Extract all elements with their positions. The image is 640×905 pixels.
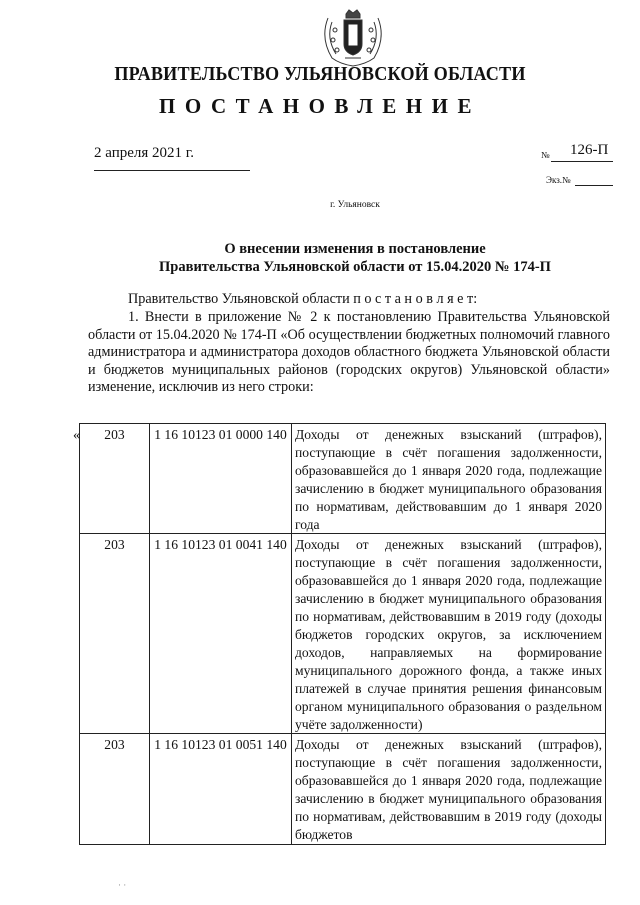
opening-quote: « — [73, 428, 80, 443]
date-underline — [94, 170, 250, 171]
kbk-code-cell: 1 16 10123 01 0041 140 — [150, 534, 292, 734]
kbk-code-cell: 1 16 10123 01 0000 140 — [150, 424, 292, 534]
kbk-code-cell: 1 16 10123 01 0051 140 — [150, 734, 292, 844]
number-underline — [551, 161, 613, 162]
preamble: Правительство Ульяновской области п о с т а н о в л я е т: — [128, 291, 478, 307]
document-number: 126-П — [570, 142, 609, 158]
table-row — [80, 734, 606, 844]
admin-code-cell: 203 — [80, 534, 150, 734]
excluded-rows-table — [79, 423, 606, 845]
city: г. Ульяновск — [330, 200, 380, 210]
copy-number-label: Экз.№ — [546, 175, 571, 185]
description-cell: Доходы от денежных взысканий (штрафов), поступающие в счёт погашения задолженности, образовавшейся до 1 января 2020 года, подлежащие зачислению в бюджет муниципального образования по нормативам, действовавшим до 1 января 2020 года — [292, 424, 606, 534]
document-type: ПОСТАНОВЛЕНИЕ — [159, 94, 481, 118]
government-name: ПРАВИТЕЛЬСТВО УЛЬЯНОВСКОЙ ОБЛАСТИ — [114, 64, 526, 85]
number-label: № — [541, 150, 550, 160]
table-row — [80, 424, 606, 534]
copy-number-underline — [575, 185, 613, 186]
description-cell: Доходы от денежных взысканий (штрафов), поступающие в счёт погашения задолженности, образовавшейся до 1 января 2020 года, подлежащие зачислению в бюджет муниципального образования по нормативам, действовавшим в 2019 году (доходы бюджетов городских округов, за исключением доходов, направляемых на формирование муниципального дорожного фонда, а также иных платежей в случае принятия решения финансовым органом муниципального образования о раздельном учёте задолженности) — [292, 534, 606, 734]
table-row — [80, 534, 606, 734]
item-1-text: 1. Внести в приложение № 2 к постановлению Правительства Ульяновской области от 15.04.2020 № 174-П «Об осуществлении бюджетных полномочий главного администратора и администратора доходов областного бюджета Ульяновской области и бюджетов муниципальных районов (городских округов) Ульяновской области» изменение, исключив из него строки: — [88, 309, 610, 395]
admin-code-cell: 203 — [80, 734, 150, 844]
scan-mark: · · — [118, 880, 127, 890]
title-line-2: Правительства Ульяновской области от 15.04.2020 № 174-П — [159, 259, 551, 275]
description-cell: Доходы от денежных взысканий (штрафов), поступающие в счёт погашения задолженности, образовавшейся до 1 января 2020 года, подлежащие зачислению в бюджет муниципального образования по нормативам, действовавшим в 2019 году (доходы бюджетов — [292, 734, 606, 844]
document-date: 2 апреля 2021 г. — [94, 145, 194, 161]
admin-code-cell: 203 — [80, 424, 150, 534]
title-line-1: О внесении изменения в постановление — [224, 241, 486, 257]
coat-of-arms-emblem — [318, 8, 388, 68]
document-title — [0, 240, 640, 276]
